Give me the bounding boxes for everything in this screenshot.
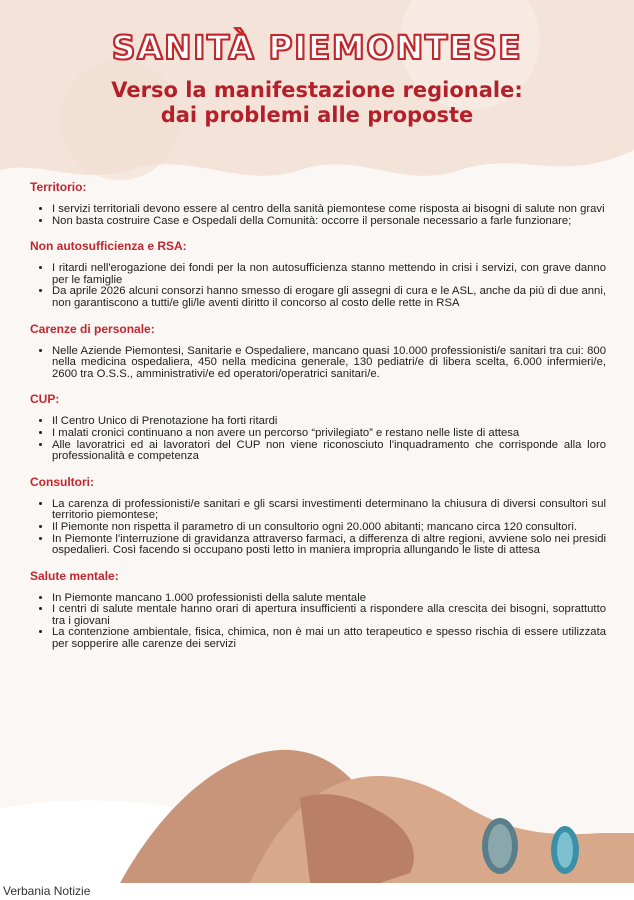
page-subtitle: [0, 78, 634, 128]
list-item: • Il Piemonte non rispetta il parametro di un consultorio ogni 20.000 abitanti; mancano circa 120 consultori.: [52, 522, 606, 534]
credit-text: Verbania Notizie: [3, 884, 91, 898]
section-non-autosufficienza: [30, 239, 606, 309]
section-territorio: [30, 180, 606, 227]
list-item: • In Piemonte l'interruzione di gravidanza attraverso farmaci, a differenza di altre regioni, avviene solo nei presidi ospedalieri. Così facendo si occupano posti letto in maniera impropria allungando le liste di attesa: [52, 534, 606, 557]
list-item: • Non basta costruire Case e Ospedali della Comunità: occorre il personale necessario a farle funzionare;: [52, 216, 606, 228]
bullet-list: [30, 593, 606, 651]
footer: [0, 883, 634, 900]
list-item: • In Piemonte mancano 1.000 professionisti della salute mentale: [52, 593, 606, 605]
content-body: [30, 180, 606, 663]
section-carenze-personale: [30, 322, 606, 381]
section-title: Non autosufficienza e RSA:: [30, 239, 187, 254]
section-title: Salute mentale:: [30, 568, 119, 583]
section-salute-mentale: [30, 569, 606, 651]
list-item: • I malati cronici continuano a non avere un percorso “privilegiato” e restano nelle liste di attesa: [52, 428, 606, 440]
bullet-list: [30, 416, 606, 462]
holding-hands-image: [0, 738, 634, 883]
bullet-list: [30, 263, 606, 309]
section-title: Carenze di personale:: [30, 321, 155, 336]
list-item: • I ritardi nell'erogazione dei fondi per la non autosufficienza stanno mettendo in crisi i servizi, con grave danno per le famiglie: [52, 263, 606, 286]
list-item: • La carenza di professionisti/e sanitari e gli scarsi investimenti determinano la chiusura di diversi consultori sul territorio piemontese;: [52, 499, 606, 522]
bullet-list: [30, 499, 606, 557]
list-item: • I servizi territoriali devono essere al centro della sanità piemontese come risposta ai bisogni di salute non gravi: [52, 204, 606, 216]
section-title: Territorio:: [30, 180, 87, 194]
bullet-list: [30, 204, 606, 227]
list-item: • I centri di salute mentale hanno orari di apertura insufficienti a rispondere alla crescita dei bisogni, soprattutto tra i giovani: [52, 604, 606, 627]
section-consultori: [30, 475, 606, 557]
list-item: • Alle lavoratrici ed ai lavoratori del CUP non viene riconosciuto l'inquadramento che corrisponde alla loro professionalità e competenza: [52, 440, 606, 463]
list-item: • La contenzione ambientale, fisica, chimica, non è mai un atto terapeutico e spesso rischia di essere utilizzata per sopperire alle carenze dei servizi: [52, 627, 606, 650]
bullet-list: [30, 346, 606, 381]
section-title: Consultori:: [30, 474, 94, 489]
subtitle-line-1: Verso la manifestazione regionale:: [111, 78, 523, 102]
section-title: CUP:: [30, 392, 60, 407]
page-title: SANITÀ PIEMONTESE: [111, 28, 523, 67]
list-item: • Il Centro Unico di Prenotazione ha forti ritardi: [52, 416, 606, 428]
list-item: • Nelle Aziende Piemontesi, Sanitarie e Ospedaliere, mancano quasi 10.000 professionisti/e sanitari tra cui: 800 nella medicina ospedaliera, 450 nella medicina generale, 130 pediatri/e di libera scelta, 6.000 infermieri/e, 2600 tra O.S.S., amministrativi/e ed operatori/operatrici sanitari/e.: [52, 346, 606, 381]
section-cup: [30, 392, 606, 462]
subtitle-line-2: dai problemi alle proposte: [160, 103, 474, 127]
list-item: • Da aprile 2026 alcuni consorzi hanno smesso di erogare gli assegni di cura e le ASL, anche da più di due anni, non garantiscono a tutti/e gli/le aventi diritto il concorso al costo delle rette in RSA: [52, 286, 606, 309]
